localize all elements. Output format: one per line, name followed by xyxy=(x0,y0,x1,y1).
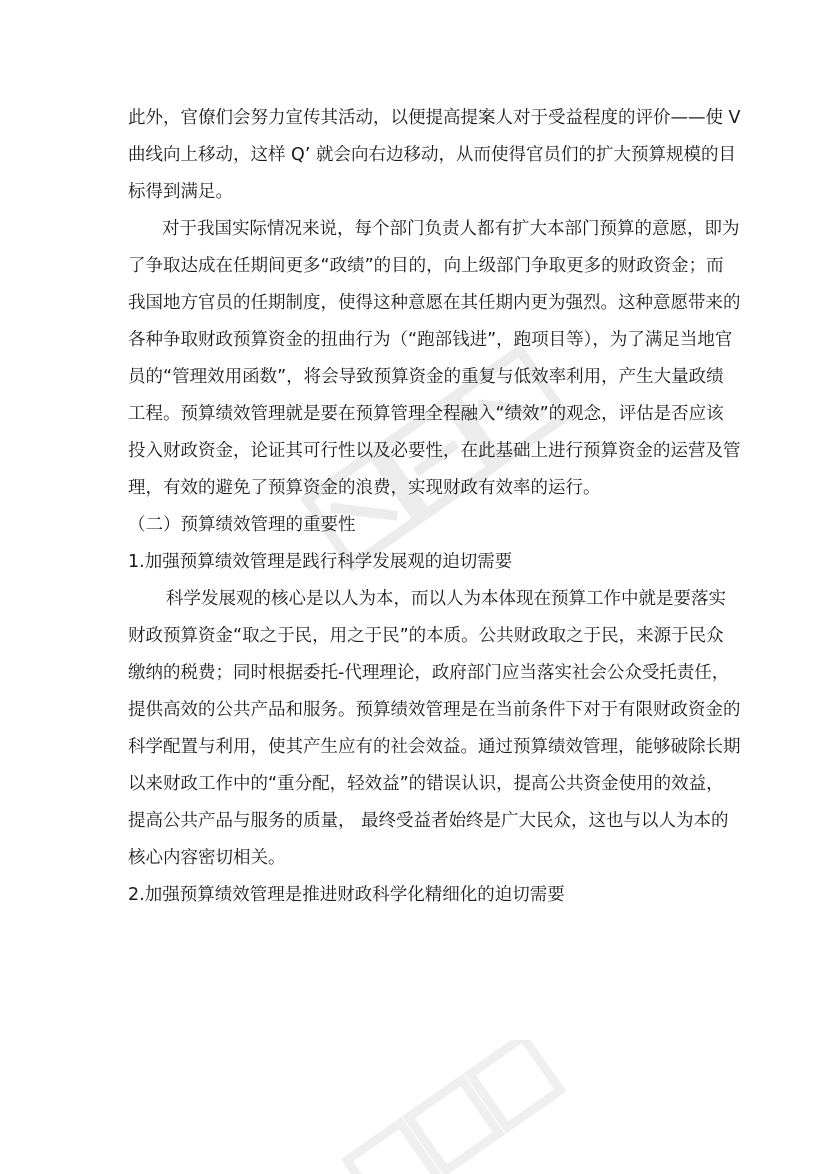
text-line: 科学配置与利用，使其产生应有的社会效益。通过预算绩效管理，能够破除长期 xyxy=(128,737,741,757)
text-line: 员的“管理效用函数”，将会导致预算资金的重复与低效率利用，产生大量政绩 xyxy=(128,367,724,387)
paragraph-3 xyxy=(128,589,741,869)
paragraph-1 xyxy=(128,108,741,203)
text-line: 此外，官僚们会努力宣传其活动，以便提高提案人对于受益程度的评价——使 V xyxy=(128,108,741,128)
text-line: 科学发展观的核心是以人为本，而以人为本体现在预算工作中就是要落实 xyxy=(166,589,726,609)
text-line: 财政预算资金“取之于民，用之于民”的本质。公共财政取之于民，来源于民众 xyxy=(128,626,724,646)
text-line: 工程。预算绩效管理就是要在预算管理全程融入“绩效”的观念，评估是否应该 xyxy=(128,404,724,424)
subsection-heading: 1.加强预算绩效管理是践行科学发展观的迫切需要 xyxy=(128,552,513,572)
document-body xyxy=(128,108,741,906)
watermark-logo-bottom xyxy=(330,1040,590,1174)
text-line: 核心内容密切相关。 xyxy=(128,848,286,868)
text-line: 投入财政资金，论证其可行性以及必要性，在此基础上进行预算资金的运营及管 xyxy=(128,441,741,461)
text-line: 理，有效的避免了预算资金的浪费，实现财政有效率的运行。 xyxy=(128,478,601,498)
text-line: 提高公共产品与服务的质量， 最终受益者始终是广大民众，这也与以人为本的 xyxy=(128,811,729,831)
subsection-heading: 2.加强预算绩效管理是推进财政科学化精细化的迫切需要 xyxy=(128,885,565,905)
text-line: 各种争取财政预算资金的扭曲行为（“跑部钱进”，跑项目等），为了满足当地官 xyxy=(128,330,733,350)
text-line: 缴纳的税费；同时根据委托-代理理论，政府部门应当落实社会公众受托责任， xyxy=(128,663,730,683)
paragraph-2 xyxy=(128,219,741,499)
text-line: 我国地方官员的任期制度，使得这种意愿在其任期内更为强烈。这种意愿带来的 xyxy=(128,293,741,313)
text-line: 曲线向上移动，这样 Q’ 就会向右边移动，从而使得官员们的扩大预算规模的目 xyxy=(128,145,736,165)
text-line: 标得到满足。 xyxy=(128,182,233,202)
text-line: 提供高效的公共产品和服务。预算绩效管理是在当前条件下对于有限财政资金的 xyxy=(128,700,741,720)
text-line: 以来财政工作中的“重分配，轻效益”的错误认识，提高公共资金使用的效益， xyxy=(128,774,724,794)
text-line: 了争取达成在任期间更多“政绩”的目的，向上级部门争取更多的财政资金；而 xyxy=(128,256,724,276)
section-heading: （二）预算绩效管理的重要性 xyxy=(128,515,356,535)
text-line: 对于我国实际情况来说，每个部门负责人都有扩大本部门预算的意愿，即为 xyxy=(162,219,740,239)
